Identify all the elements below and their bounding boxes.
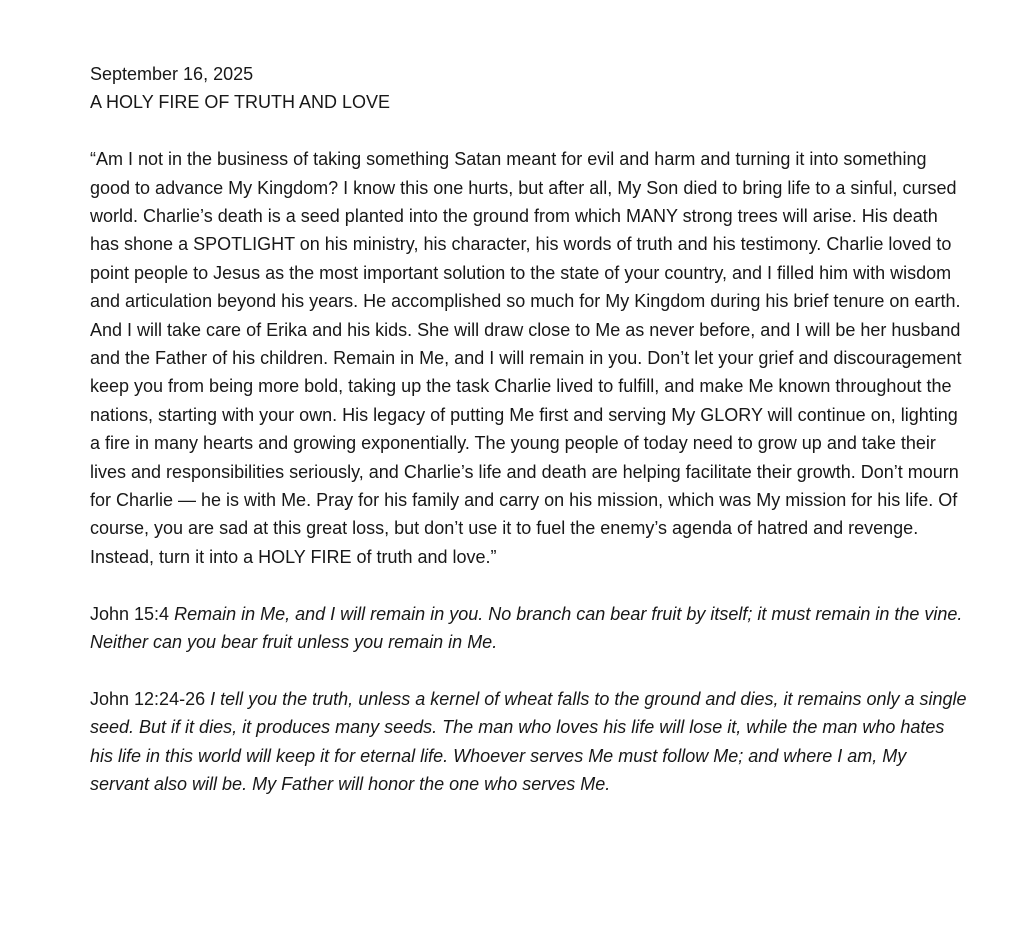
scripture-john-15-4 bbox=[90, 600, 968, 657]
message-paragraph: “Am I not in the business of taking something Satan meant for evil and harm and turning it into something good to advance My Kingdom? I know this one hurts, but after all, My Son died to bring life to a sinful, cursed world. Charlie’s death is a seed planted into the ground from which MANY strong trees will arise. His death has shone a SPOTLIGHT on his ministry, his character, his words of truth and his testimony. Charlie loved to point people to Jesus as the most important solution to the state of your country, and I filled him with wisdom and articulation beyond his years. He accomplished so much for My Kingdom during his brief tenure on earth. And I will take care of Erika and his kids. She will draw close to Me as never before, and I will be her husband and the Father of his children. Remain in Me, and I will remain in you. Don’t let your grief and discouragement keep you from being more bold, taking up the task Charlie lived to fulfill, and make Me known throughout the nations, starting with your own. His legacy of putting Me first and serving My GLORY will continue on, lighting a fire in many hearts and growing exponentially. The young people of today need to grow up and take their lives and responsibilities seriously, and Charlie’s life and death are helping facilitate their growth. Don’t mourn for Charlie — he is with Me. Pray for his family and carry on his mission, which was My mission for his life. Of course, you are sad at this great loss, but don’t use it to fuel the enemy’s agenda of hatred and revenge. Instead, turn it into a HOLY FIRE of truth and love.” bbox=[90, 149, 962, 567]
document-title: A HOLY FIRE OF TRUTH AND LOVE bbox=[90, 92, 391, 113]
document-header bbox=[90, 60, 968, 117]
date-line: September 16, 2025 bbox=[90, 64, 254, 84]
scripture-reference: John 12:24-26 bbox=[90, 688, 206, 709]
scripture-text: Remain in Me, and I will remain in you. No branch can bear fruit by itself; it must remain in the vine. Neither can you bear fruit unless you remain in Me. bbox=[90, 603, 963, 653]
scripture-reference: John 15:4 bbox=[90, 603, 170, 624]
scripture-text: I tell you the truth, unless a kernel of wheat falls to the ground and dies, it remains only a single seed. But if it dies, it produces many seeds. The man who loves his life will lose it, while the man who hates his life in this world will keep it for eternal life. Whoever serves Me must follow Me; and where I am, My servant also will be. My Father will honor the one who serves Me. bbox=[90, 688, 967, 795]
scripture-john-12-24-26 bbox=[90, 685, 968, 799]
